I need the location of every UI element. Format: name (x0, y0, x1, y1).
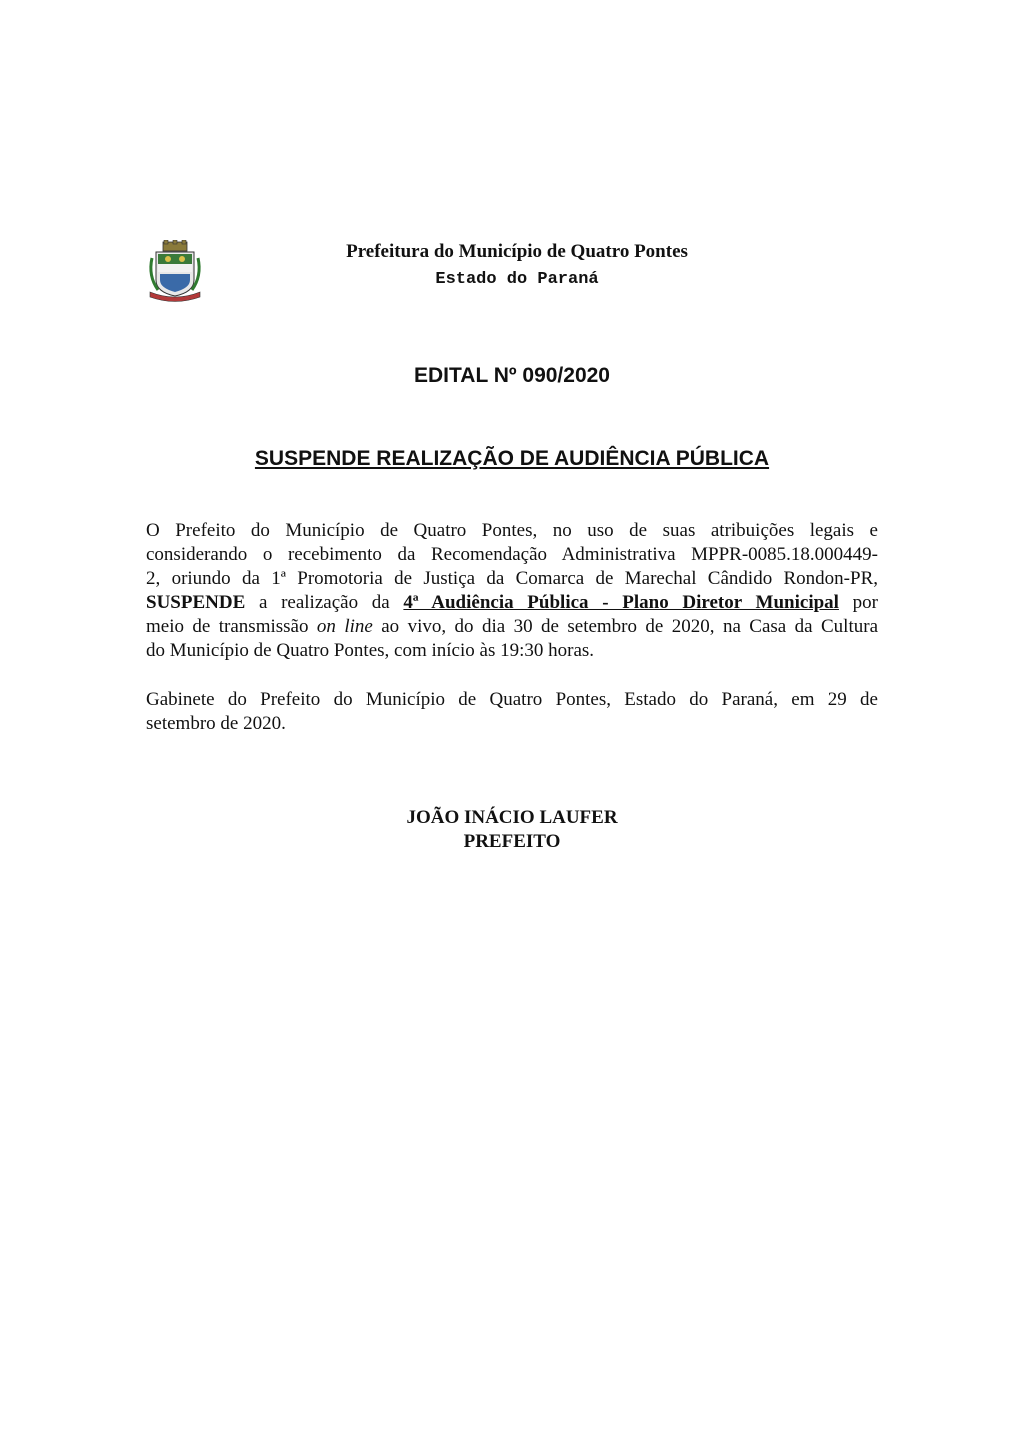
paragraph-line (146, 615, 878, 639)
subject-title: SUSPENDE REALIZAÇÃO DE AUDIÊNCIA PÚBLICA (254, 447, 770, 470)
main-paragraph (146, 519, 878, 663)
online-term: on line (316, 616, 373, 637)
text-fragment: a realização da (245, 592, 404, 613)
signatory-name: JOÃO INÁCIO LAUFER (406, 807, 618, 828)
text-fragment: por (838, 592, 878, 613)
paragraph-line: Gabinete do Prefeito do Município de Quatro Pontes, Estado do Paraná, em 29 de (146, 689, 878, 710)
paragraph-line: O Prefeito do Município de Quatro Pontes, no uso de suas atribuições legais e (146, 520, 878, 541)
audiencia-title: 4ª Audiência Pública - Plano Diretor Municipal (403, 592, 839, 613)
municipality-name: Prefeitura do Município de Quatro Pontes (346, 241, 688, 262)
suspende-keyword: SUSPENDE (146, 592, 246, 613)
edital-title: EDITAL Nº 090/2020 (414, 364, 610, 387)
text-fragment: ao vivo, do dia 30 de setembro de 2020, na Casa da Cultura (372, 616, 879, 637)
paragraph-line: 2, oriundo da 1ª Promotoria de Justiça da Comarca de Marechal Cândido Rondon-PR, (146, 568, 878, 589)
text-fragment: meio de transmissão (146, 616, 317, 637)
signatory-role: PREFEITO (463, 831, 561, 852)
paragraph-line: do Município de Quatro Pontes, com início às 19:30 horas. (146, 640, 595, 661)
paragraph-line (146, 591, 878, 615)
state-name: Estado do Paraná (435, 270, 599, 289)
closing-paragraph (146, 688, 878, 736)
paragraph-line: considerando o recebimento da Recomendação Administrativa MPPR-0085.18.000449- (146, 544, 878, 565)
paragraph-line: setembro de 2020. (146, 713, 286, 734)
signature-block (0, 806, 1024, 854)
